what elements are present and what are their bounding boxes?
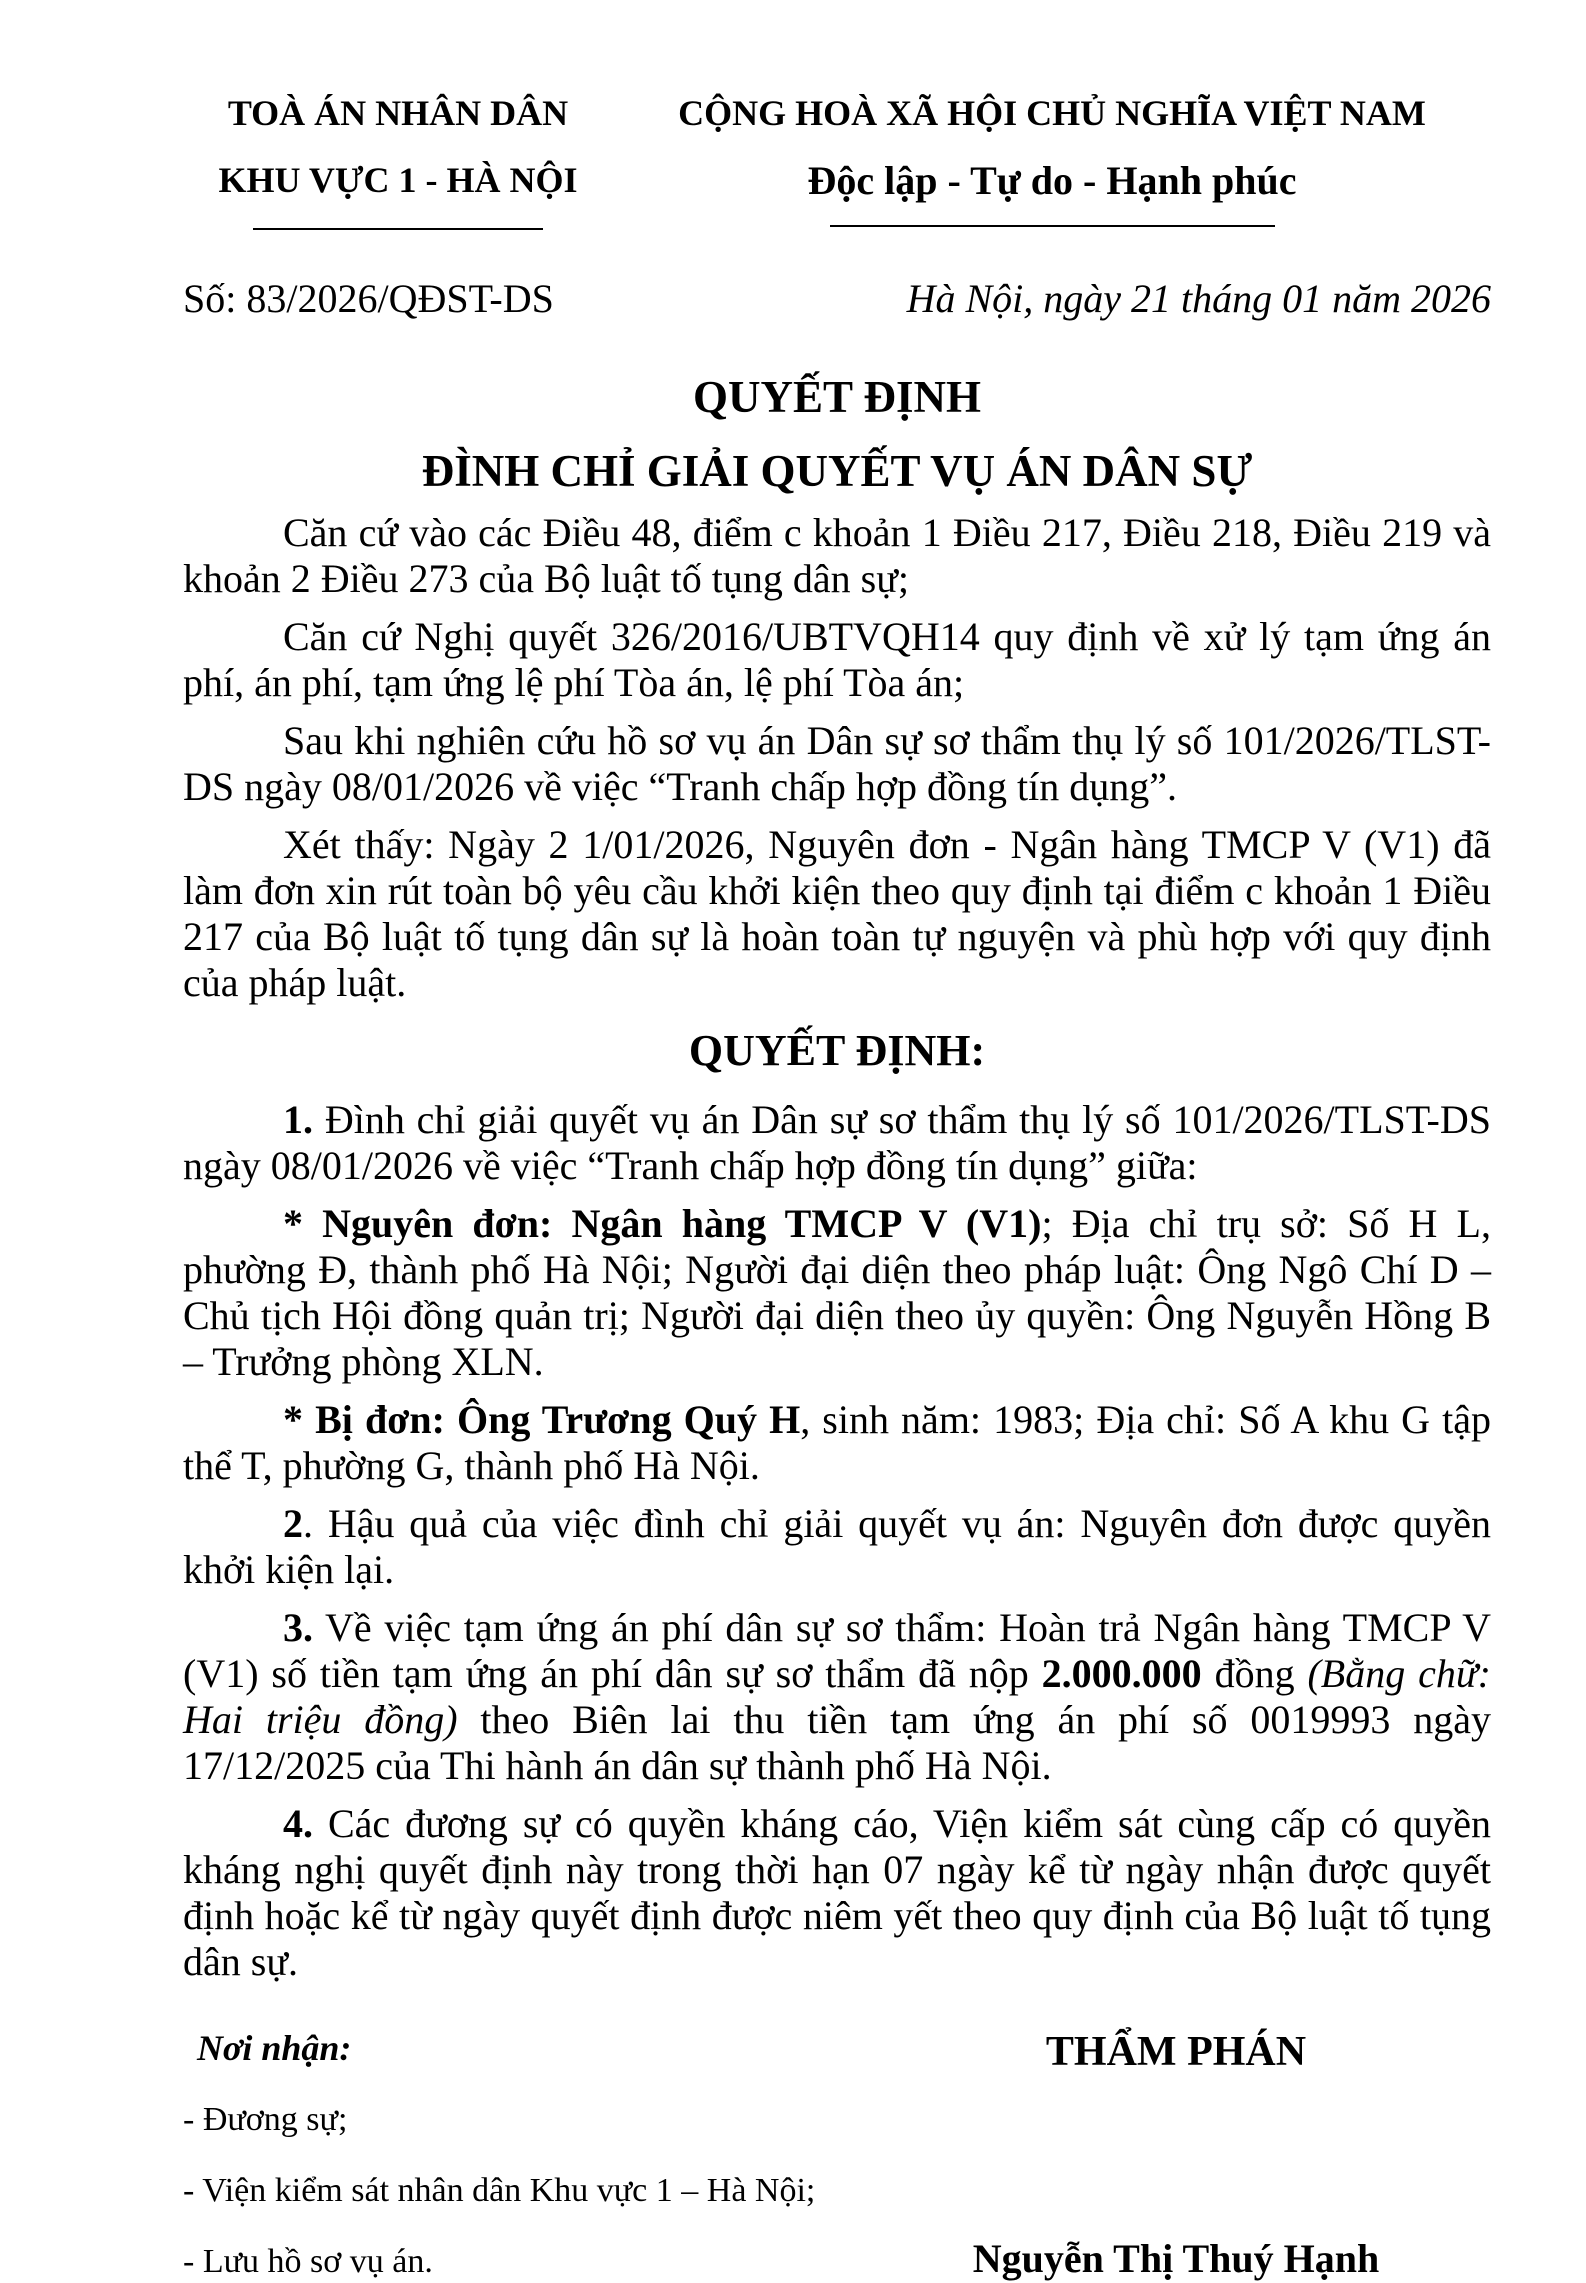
- motto-line: Độc lập - Tự do - Hạnh phúc: [807, 158, 1297, 204]
- defendant-name: * Bị đơn: Ông Trương Quý H: [283, 1396, 801, 1442]
- motto-rule: [830, 225, 1275, 227]
- plaintiff-name: * Nguyên đơn: Ngân hàng TMCP V (V1): [283, 1200, 1042, 1246]
- preamble-paragraph-3: Sau khi nghiên cứu hồ sơ vụ án Dân sự sơ thẩm thụ lý số 101/2026/TLST-DS ngày 08/01/2026 về việc “Tranh chấp hợp đồng tín dụng”.: [183, 718, 1491, 810]
- amount-in-words: (Bằng chữ: Hai triệu đồng): [183, 1650, 1492, 1742]
- republic-line: CỘNG HOÀ XÃ HỘI CHỦ NGHĨA VIỆT NAM: [678, 93, 1426, 133]
- recipient-item: - Đương sự;: [183, 2101, 348, 2139]
- document-header: [183, 92, 1491, 230]
- item-3-text-post: theo Biên lai thu tiền tạm ứng án phí số 0019993 ngày 17/12/2025 của Thi hành án dân sự thành phố Hà Nội.: [183, 1696, 1491, 1788]
- decision-item-2: [183, 1501, 1491, 1593]
- national-motto-block: [613, 92, 1491, 227]
- decision-item-3: [183, 1605, 1491, 1789]
- defendant-paragraph: [183, 1397, 1491, 1489]
- number-date-row: [183, 276, 1491, 322]
- place-and-date: Hà Nội, ngày 21 tháng 01 năm 2026: [906, 276, 1491, 322]
- title-line1: QUYẾT ĐỊNH: [693, 372, 981, 423]
- judge-title: THẨM PHÁN: [1045, 2028, 1307, 2075]
- document-title: [183, 370, 1491, 498]
- court-name-line2: KHU VỰC 1 - HÀ NỘI: [218, 160, 578, 201]
- issuing-court-block: [183, 92, 613, 230]
- item-2-text: . Hậu quả của việc đình chỉ giải quyết vụ án: Nguyên đơn được quyền khởi kiện lại.: [183, 1500, 1491, 1592]
- item-4-text: Các đương sự có quyền kháng cáo, Viện kiểm sát cùng cấp có quyền kháng nghị quyết định này trong thời hạn 07 ngày kể từ ngày nhận được quyết định hoặc kể từ ngày quyết định được niêm yết theo quy định của Bộ luật tố tụng dân sự.: [183, 1800, 1491, 1984]
- judge-name: Nguyễn Thị Thuý Hạnh: [972, 2236, 1380, 2282]
- item-1-text: Đình chỉ giải quyết vụ án Dân sự sơ thẩm thụ lý số 101/2026/TLST-DS ngày 08/01/2026 về việc “Tranh chấp hợp đồng tín dụng” giữa:: [183, 1096, 1491, 1188]
- recipient-item: - Lưu hồ sơ vụ án.: [183, 2242, 433, 2280]
- court-name-line1: TOÀ ÁN NHÂN DÂN: [227, 93, 569, 133]
- fee-amount: 2.000.000: [1041, 1650, 1202, 1696]
- item-3-number: 3.: [283, 1604, 313, 1650]
- court-header-rule: [253, 228, 543, 230]
- title-line2: ĐÌNH CHỈ GIẢI QUYẾT VỤ ÁN DÂN SỰ: [421, 446, 1253, 497]
- decision-heading: QUYẾT ĐỊNH:: [688, 1026, 986, 1076]
- preamble-paragraph-1: Căn cứ vào các Điều 48, điểm c khoản 1 Điều 217, Điều 218, Điều 219 và khoản 2 Điều 273 của Bộ luật tố tụng dân sự;: [183, 510, 1491, 602]
- recipient-item: - Viện kiểm sát nhân dân Khu vực 1 – Hà Nội;: [183, 2171, 816, 2209]
- item-4-number: 4.: [283, 1800, 313, 1846]
- item-3-text-mid: đồng: [1201, 1650, 1308, 1696]
- recipients-block: [183, 2027, 861, 2283]
- document-footer: [183, 2027, 1491, 2283]
- item-2-number: 2: [283, 1500, 303, 1546]
- recipients-label: Nơi nhận:: [197, 2027, 352, 2068]
- item-1-number: 1.: [283, 1096, 313, 1142]
- document-number: Số: 83/2026/QĐST-DS: [183, 276, 554, 322]
- decision-item-4: [183, 1801, 1491, 1985]
- plaintiff-paragraph: [183, 1201, 1491, 1385]
- item-3-text-pre: Về việc tạm ứng án phí dân sự sơ thẩm: Hoàn trả Ngân hàng TMCP V (V1) số tiền tạm ứng án phí dân sự sơ thẩm đã nộp: [183, 1604, 1491, 1696]
- defendant-details: , sinh năm: 1983; Địa chỉ: Số A khu G tập thể T, phường G, thành phố Hà Nội.: [183, 1396, 1491, 1488]
- decision-item-1: [183, 1097, 1491, 1189]
- signature-block: [861, 2027, 1491, 2283]
- plaintiff-details: ; Địa chỉ trụ sở: Số H L, phường Đ, thành phố Hà Nội; Người đại diện theo pháp luật: Ông Ngô Chí D – Chủ tịch Hội đồng quản trị; Người đại diện theo ủy quyền: Ông Nguyễn Hồng B – Trưởng phòng XLN.: [183, 1200, 1491, 1384]
- document-body: [183, 510, 1491, 1985]
- preamble-paragraph-4: Xét thấy: Ngày 2 1/01/2026, Nguyên đơn - Ngân hàng TMCP V (V1) đã làm đơn xin rút toàn bộ yêu cầu khởi kiện theo quy định tại điểm c khoản 1 Điều 217 của Bộ luật tố tụng dân sự là hoàn toàn tự nguyện và phù hợp với quy định của pháp luật.: [183, 822, 1491, 1006]
- preamble-paragraph-2: Căn cứ Nghị quyết 326/2016/UBTVQH14 quy định về xử lý tạm ứng án phí, án phí, tạm ứng lệ phí Tòa án, lệ phí Tòa án;: [183, 614, 1491, 706]
